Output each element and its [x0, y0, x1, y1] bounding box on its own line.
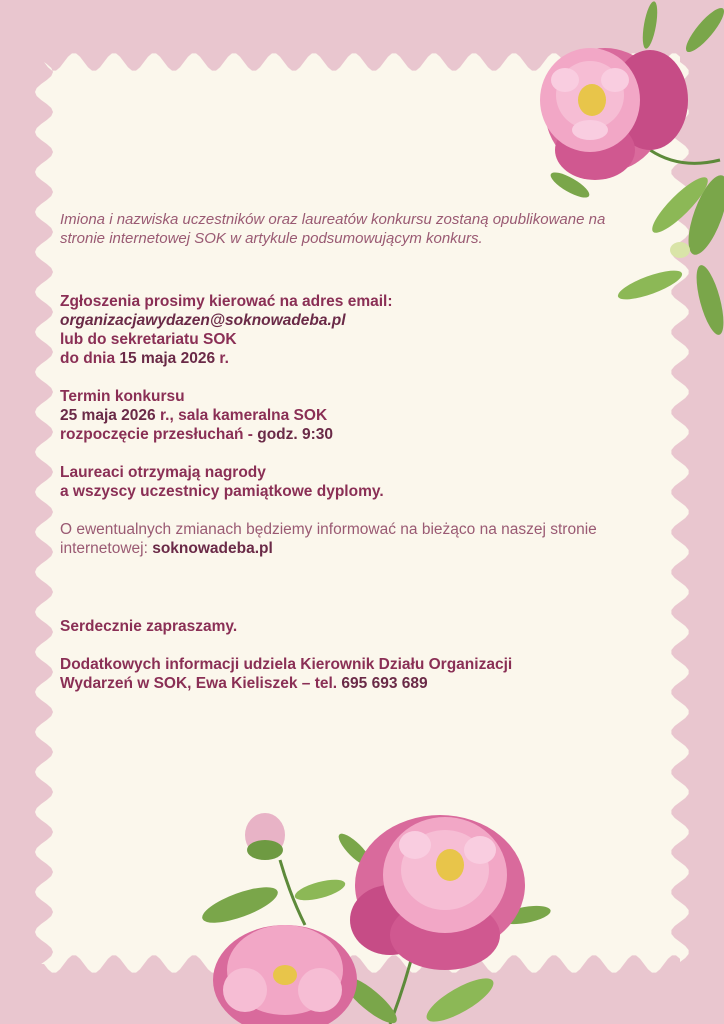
changes-block	[60, 520, 620, 558]
contact-deadline	[60, 349, 620, 368]
info-contact: Wydarzeń w SOK, Ewa Kieliszek – tel.	[60, 675, 342, 692]
term-heading: Termin konkursu	[60, 388, 185, 405]
term-date-line	[60, 406, 620, 425]
phone-number[interactable]: 695 693 689	[341, 675, 428, 692]
start-time: godz. 9:30	[257, 426, 334, 443]
prizes-line-1: Laureaci otrzymają nagrody	[60, 464, 266, 481]
poster-text	[60, 210, 620, 712]
contact-email[interactable]: organizacjawydazen@soknowadeba.pl	[60, 312, 346, 329]
term-date: 25 maja 2026	[60, 407, 156, 424]
contact-block	[60, 292, 620, 368]
intro-text: Imiona i nazwiska uczestników oraz laureatów konkursu zostaną opublikowane na stronie internetowej SOK w artykule podsumowującym konkurs.	[60, 211, 606, 247]
prizes-block	[60, 463, 620, 501]
deadline-date: 15 maja 2026	[119, 350, 216, 367]
info-line-2	[60, 674, 620, 693]
website-link[interactable]: soknowadeba.pl	[152, 540, 273, 557]
term-block	[60, 387, 620, 444]
start-label: rozpoczęcie przesłuchań -	[60, 426, 258, 443]
term-start-line	[60, 425, 620, 444]
peony-bottom-icon	[190, 805, 570, 1024]
invitation: Serdecznie zapraszamy.	[60, 618, 238, 635]
info-line-1: Dodatkowych informacji udziela Kierownik Działu Organizacji	[60, 656, 513, 673]
term-place: r., sala kameralna SOK	[155, 407, 328, 424]
info-block	[60, 655, 620, 693]
changes-text: O ewentualnych zmianach będziemy informować na bieżąco na naszej stronie internetowej:	[60, 521, 597, 557]
contact-line: Zgłoszenia prosimy kierować na adres email:	[60, 293, 393, 310]
deadline-suffix: r.	[215, 350, 229, 367]
deadline-prefix: do dnia	[60, 350, 120, 367]
prizes-line-2: a wszyscy uczestnicy pamiątkowe dyplomy.	[60, 483, 384, 500]
contact-secretariat: lub do sekretariatu SOK	[60, 331, 237, 348]
